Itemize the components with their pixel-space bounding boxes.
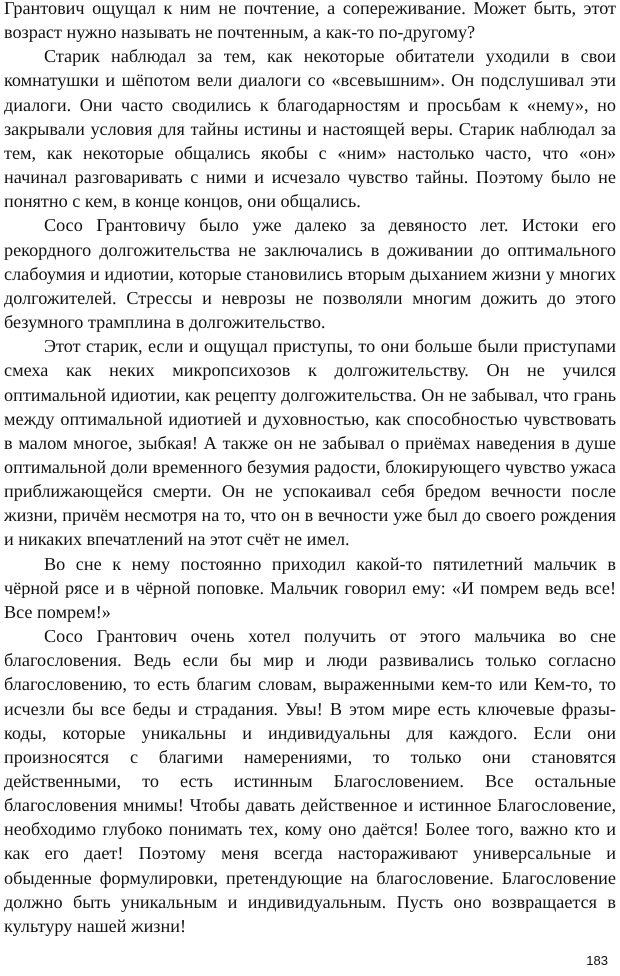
body-text [4,0,616,938]
page-number: 183 [586,953,608,968]
paragraph-5: Во сне к нему постоянно приходил какой-то пятилетний мальчик в чёрной рясе и в чёрной поповке. Мальчик говорил ему: «И помрем ведь все! Все помрем!» [4,553,616,622]
paragraph-2: Старик наблюдал за тем, как некоторые обитатели уходили в свои комнатушки и шёпотом вели диалоги со «всевышним». Он подслушивал эти диалоги. Они часто сводились к благодарностям и просьбам к «нему», но закрывали условия для тайны истины и настоящей веры. Старик наблюдал за тем, как некоторые общались якобы с «ним» настолько часто, что «он» начинал разговаривать с ними и исчезало чувство тайны. Поэтому было не понятно с кем, в конце концов, они общались. [4,46,616,212]
paragraph-4: Этот старик, если и ощущал приступы, то они больше были приступами смеха как неких микропсихозов к долгожительству. Он не учился оптимальной идиотии, как рецепту долгожительства. Он не забывал, что грань между оптимальной идиотией и духовностью, как способностью чувствовать в малом многое, зыбкая! А также он не забывал о приёмах наведения в душе оптимальной доли временного безумия радости, блокирующего чувство ужаса приближающейся смерти. Он не успокаивал себя бредом вечности после жизни, причём несмотря на то, что он в вечности уже был до своего рождения и никаких впечатлений на этот счёт не имел. [4,336,616,550]
paragraph-3: Сосо Грантовичу было уже далеко за девяносто лет. Истоки его рекордного долгожительства не заключались в доживании до оптимального слабоумия и идиотии, которые становились вторым дыханием жизни у многих долгожителей. Стрессы и неврозы не позволяли многим дожить до этого безумного трамплина в долгожительство. [4,215,616,333]
paragraph-1: Грантович ощущал к ним не почтение, а сопереживание. Может быть, этот возраст нужно называть не почтенным, а как-то по-другому? [4,0,616,43]
paragraph-6: Сосо Грантович очень хотел получить от этого мальчика во сне благословения. Ведь если бы мир и люди развивались только согласно благословению, то есть благим словам, выраженными кем-то или Кем-то, то исчезли бы все беды и страдания. Увы! В этом мире есть ключевые фразы-коды, которые уникальны и индивидуальны для каждого. Если они произносятся с благими намерениями, то только они становятся действенными, то есть истинным Благословением. Все остальные благословения мнимы! Чтобы давать действенное и истинное Благословение, необходимо глубоко понимать тех, кому оно даётся! Более того, важно кто и как его дает! Поэтому меня всегда настораживают универсальные и обыденные формулировки, претендующие на благословение. Благословение должно быть уникальным и индивидуальным. Пусть оно возвращается в культуру нашей жизни! [4,626,616,936]
